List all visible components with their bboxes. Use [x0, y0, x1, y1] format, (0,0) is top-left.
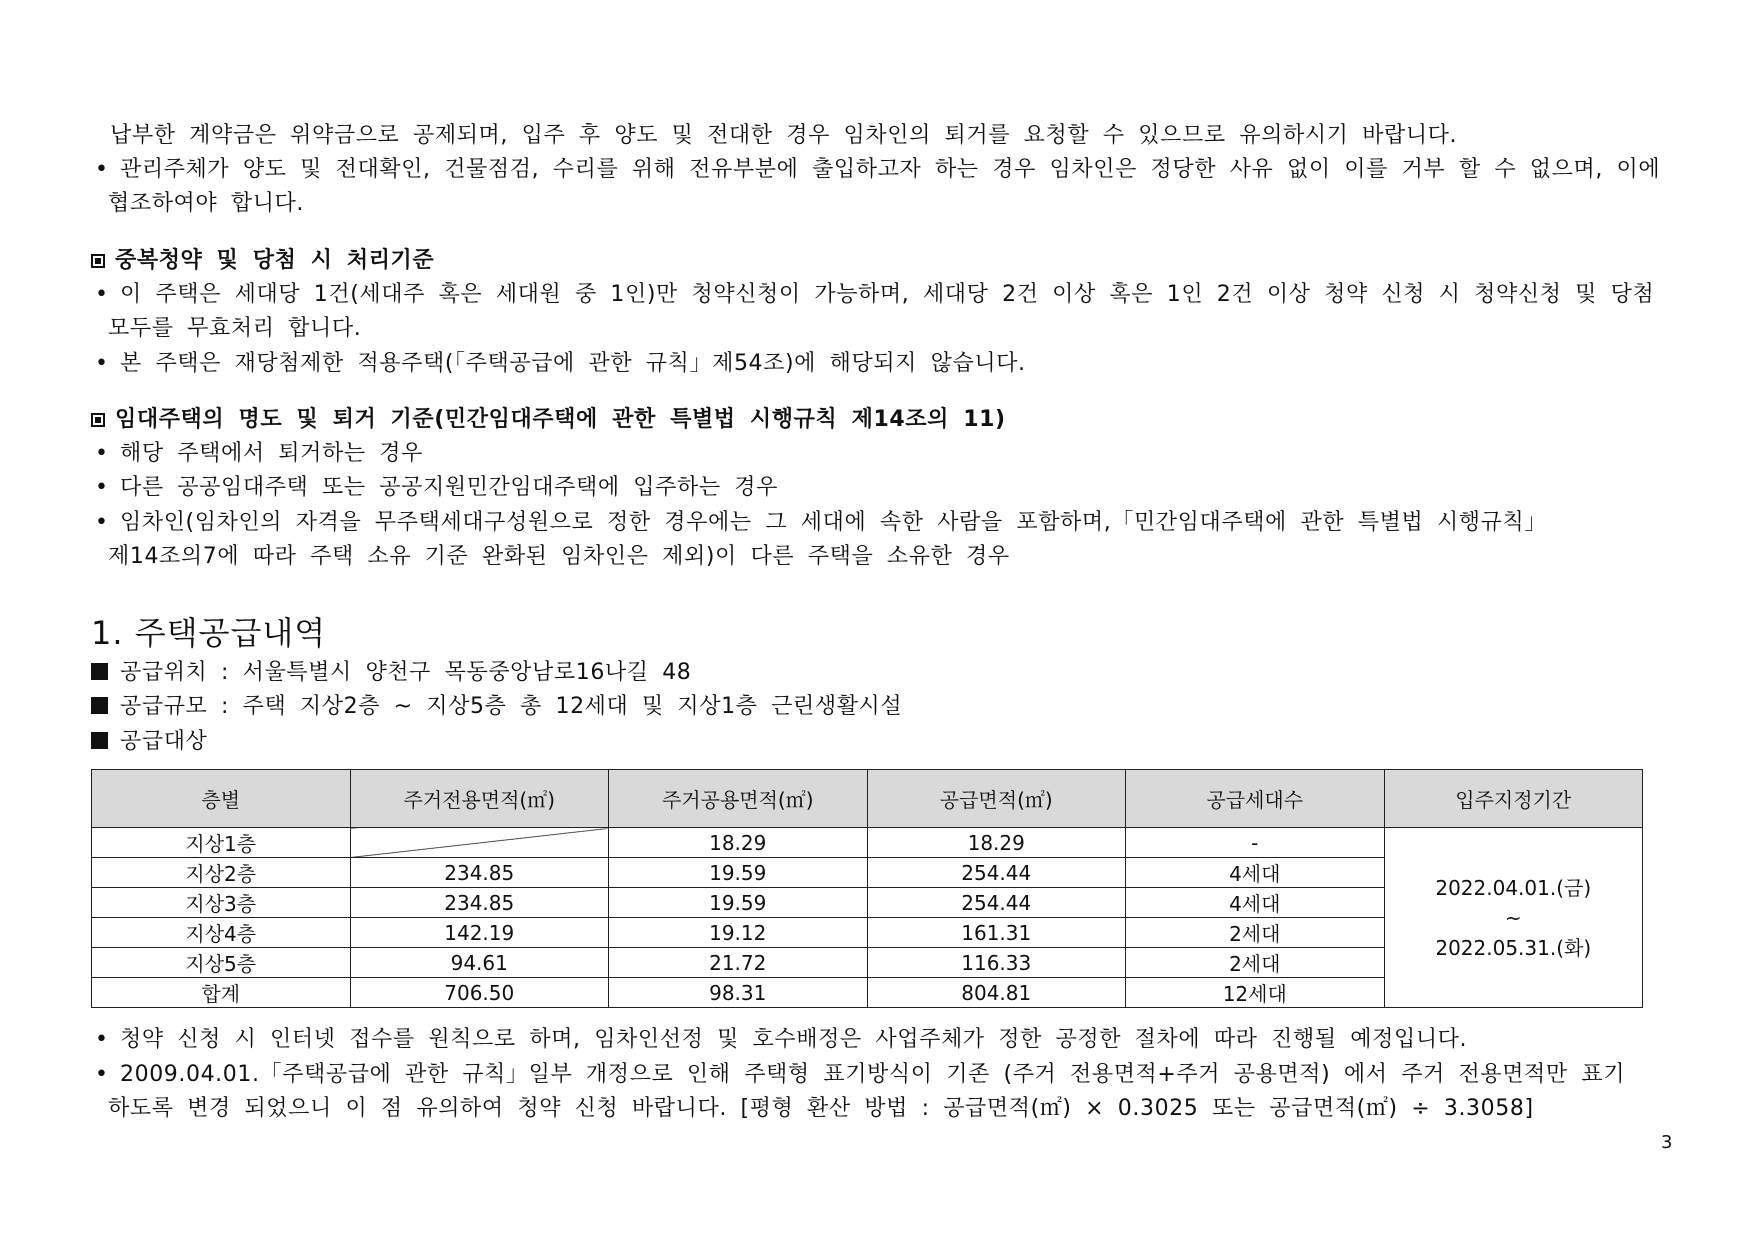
table-cell: 지상4층	[92, 918, 351, 948]
table-cell: 지상1층	[92, 828, 351, 858]
period-separator: ~	[1504, 905, 1522, 930]
table-cell: 254.44	[867, 858, 1126, 888]
table-cell: 2세대	[1126, 948, 1385, 978]
table-cell: 161.31	[867, 918, 1126, 948]
contract-deposit-note-line: 납부한 계약금은 위약금으로 공제되며, 입주 후 양도 및 전대한 경우 임차인의 퇴거를 요청할 수 있으므로 유의하시기 바랍니다.	[110, 123, 1458, 148]
heading-box-icon	[91, 254, 105, 268]
evict-section-heading	[91, 405, 1006, 435]
table-cell: -	[1126, 828, 1385, 858]
evict-rule-2: • 다른 공공임대주택 또는 공공지원민간임대주택에 입주하는 경우	[120, 473, 778, 503]
dup-rule-1-cont: 모두를 무효처리 합니다.	[108, 316, 362, 341]
dup-rule-2: • 본 주택은 재당첨제한 적용주택(「주택공급에 관한 규칙」제54조)에 해당되지 않습니다.	[120, 349, 1026, 379]
evict-section-heading-text: 임대주택의 명도 및 퇴거 기준(민간임대주택에 관한 특별법 시행규칙 제14조의 11)	[115, 407, 1006, 432]
table-cell: 21.72	[609, 948, 868, 978]
management-entry-note: • 관리주체가 양도 및 전대확인, 건물점검, 수리를 위해 전유부분에 출입하고자 하는 경우 임차인은 정당한 사유 없이 이를 거부 할 수 없으며, 이에	[120, 155, 1660, 185]
table-cell: 254.44	[867, 888, 1126, 918]
dup-section-heading	[91, 246, 434, 276]
table-cell: 합계	[92, 978, 351, 1008]
table-cell: 116.33	[867, 948, 1126, 978]
dup-section-heading-text: 중복청약 및 당첨 시 처리기준	[115, 248, 435, 273]
section-title: 1. 주택공급내역	[91, 614, 327, 652]
table-cell: 234.85	[350, 858, 609, 888]
table-cell: 142.19	[350, 918, 609, 948]
area-notation-note-cont: 하도록 변경 되었으니 이 점 유의하여 청약 신청 바랍니다. [평형 환산 방법 : 공급면적(㎡) × 0.3025 또는 공급면적(㎡) ÷ 3.3058]	[108, 1096, 1534, 1121]
header-exclusive-area: 주거전용면적(㎡)	[350, 770, 609, 828]
header-supply-area: 공급면적(㎡)	[867, 770, 1126, 828]
evict-rule-3-cont: 제14조의7에 따라 주택 소유 기준 완화된 임차인은 제외)이 다른 주택을 소유한 경우	[108, 544, 1010, 569]
table-cell: 19.59	[609, 888, 868, 918]
table-header-row	[92, 770, 1643, 828]
evict-rule-3: • 임차인(임차인의 자격을 무주택세대구성원으로 정한 경우에는 그 세대에 속한 사람을 포함하며,「민간임대주택에 관한 특별법 시행규칙」	[120, 508, 1547, 538]
period-end: 2022.05.31.(화)	[1435, 935, 1592, 960]
evict-rule-1: • 해당 주택에서 퇴거하는 경우	[120, 439, 423, 469]
move-in-period-cell	[1384, 828, 1643, 1008]
table-cell: 지상5층	[92, 948, 351, 978]
header-units: 공급세대수	[1126, 770, 1385, 828]
table-cell: 706.50	[350, 978, 609, 1008]
management-entry-note-cont: 협조하여야 합니다.	[108, 191, 305, 216]
table-cell: 지상2층	[92, 858, 351, 888]
table-cell: 19.12	[609, 918, 868, 948]
table-cell: 804.81	[867, 978, 1126, 1008]
header-move-in-period: 입주지정기간	[1384, 770, 1643, 828]
table-cell: 18.29	[867, 828, 1126, 858]
supply-scale: 공급규모 : 주택 지상2층 ~ 지상5층 총 12세대 및 지상1층 근린생활시설	[91, 692, 902, 722]
table-cell: 234.85	[350, 888, 609, 918]
table-cell: 4세대	[1126, 858, 1385, 888]
table-cell: 98.31	[609, 978, 868, 1008]
square-bullet-icon	[91, 663, 108, 680]
table-cell: 12세대	[1126, 978, 1385, 1008]
table-cell-empty-diagonal	[350, 828, 609, 858]
header-floor: 층별	[92, 770, 351, 828]
supply-location: 공급위치 : 서울특별시 양천구 목동중앙남로16나길 48	[91, 658, 691, 688]
table-cell: 지상3층	[92, 888, 351, 918]
supply-table	[91, 769, 1643, 1008]
dup-rule-1: • 이 주택은 세대당 1건(세대주 혹은 세대원 중 1인)만 청약신청이 가능하며, 세대당 2건 이상 혹은 1인 2건 이상 청약 신청 시 청약신청 및 당첨	[120, 280, 1654, 310]
table-cell: 19.59	[609, 858, 868, 888]
table-row	[92, 828, 1643, 858]
heading-box-icon	[91, 413, 105, 427]
table-cell: 4세대	[1126, 888, 1385, 918]
table-cell: 2세대	[1126, 918, 1385, 948]
square-bullet-icon	[91, 697, 108, 714]
page-number: 3	[1661, 1132, 1673, 1153]
supply-target: 공급대상	[91, 727, 207, 757]
period-start: 2022.04.01.(금)	[1435, 875, 1592, 900]
table-cell: 94.61	[350, 948, 609, 978]
square-bullet-icon	[91, 732, 108, 749]
header-common-area: 주거공용면적(㎡)	[609, 770, 868, 828]
table-cell: 18.29	[609, 828, 868, 858]
area-notation-note: • 2009.04.01.「주택공급에 관한 규칙」일부 개정으로 인해 주택형 표기방식이 기존 (주거 전용면적+주거 공용면적) 에서 주거 전용면적만 표기	[120, 1060, 1625, 1090]
application-note: • 청약 신청 시 인터넷 접수를 원칙으로 하며, 임차인선정 및 호수배정은 사업주체가 정한 공정한 절차에 따라 진행될 예정입니다.	[120, 1025, 1467, 1055]
